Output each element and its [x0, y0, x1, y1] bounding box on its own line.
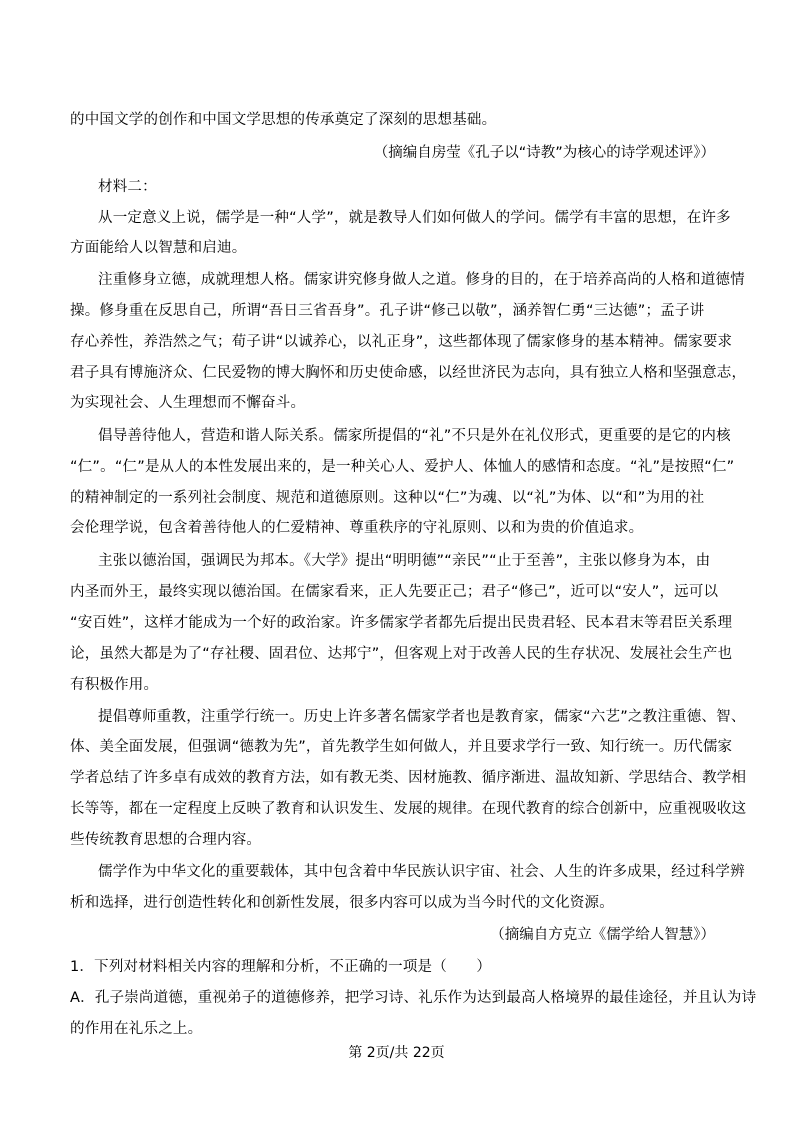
source-citation: （摘编自方克立《儒学给人智慧》）	[490, 927, 715, 943]
text-line: 内圣而外王，最终实现以德治国。在儒家看来，正人先要正己；君子“修己”，近可以“安人”，远可以	[70, 584, 719, 600]
text-line: “安百姓”，这样才能成为一个好的政治家。许多儒家学者都先后提出民贵君轻、民本君末等君臣关系理	[70, 615, 733, 631]
text-line: 的中国文学的创作和中国文学思想的传承奠定了深刻的思想基础。	[70, 112, 497, 128]
text-line: 的精神制定的一系列社会制度、规范和道德原则。这种以“仁”为魂、以“礼”为体、以“和”为用的社	[70, 490, 705, 506]
answer-option-a: A．孔子崇尚道德，重视弟子的道德修养，把学习诗、礼乐作为达到最高人格境界的最佳途径，并且认为诗	[70, 990, 757, 1006]
answer-option-a-continued: 的作用在礼乐之上。	[70, 1021, 203, 1037]
text-line: 操。修身重在反思自己，所谓“吾日三省吾身”。孔子讲“修己以敬”，涵养智仁勇“三达德”；孟子讲	[70, 303, 705, 319]
text-line: 为实现社会、人生理想而不懈奋斗。	[70, 395, 306, 411]
text-line: 方面能给人以智慧和启迪。	[70, 240, 247, 256]
text-line: 从一定意义上说，儒学是一种“人学”，就是教导人们如何做人的学问。儒学有丰富的思想，在许多	[98, 210, 731, 226]
question-stem: 1．下列对材料相关内容的理解和分析，不正确的一项是（ ）	[70, 959, 492, 975]
source-citation: （摘编自房莹《孔子以“诗教”为核心的诗学观述评》）	[373, 145, 715, 161]
text-line: 注重修身立德，成就理想人格。儒家讲究修身做人之道。修身的目的，在于培养高尚的人格和道德情	[98, 272, 745, 288]
text-line: 存心养性，养浩然之气；荀子讲“以诚养心，以礼正身”，这些都体现了儒家修身的基本精神。儒家要求	[70, 334, 733, 350]
text-line: 论，虽然大都是为了“存社稷、固君位、达邦宁”，但客观上对于改善人民的生存状况、发展社会生产也	[70, 646, 733, 662]
text-line: 提倡尊师重教，注重学行统一。历史上许多著名儒家学者也是教育家，儒家“六艺”之教注重德、智、	[98, 709, 746, 725]
section-heading: 材料二：	[98, 179, 157, 195]
text-line: 君子具有博施济众、仁民爱物的博大胸怀和历史使命感，以经世济民为志向，具有独立人格和坚强意志，	[70, 365, 747, 381]
text-line: “仁”。“仁”是从人的本性发展出来的，是一种关心人、爱护人、体恤人的感情和态度。“礼”是按照“仁”	[70, 459, 735, 475]
text-line: 倡导善待他人，营造和谐人际关系。儒家所提倡的“礼”不只是外在礼仪形式，更重要的是它的内核	[98, 428, 731, 444]
text-line: 主张以德治国，强调民为邦本。《大学》提出“明明德”“亲民”“止于至善”，主张以修身为本，由	[98, 553, 711, 569]
text-line: 学者总结了许多卓有成效的教育方法，如有教无类、因材施教、循序渐进、温故知新、学思结合、教学相	[70, 770, 747, 786]
page-footer: 第 2页/共 22页	[348, 1045, 445, 1061]
text-line: 析和选择，进行创造性转化和创新性发展，很多内容可以成为当今时代的文化资源。	[70, 895, 614, 911]
text-line: 儒学作为中华文化的重要载体，其中包含着中华民族认识宇宙、社会、人生的许多成果，经过科学辨	[98, 864, 745, 880]
text-line: 体、美全面发展，但强调“德教为先”，首先教学生如何做人，并且要求学行一致、知行统一。历代儒家	[70, 739, 733, 755]
text-line: 会伦理学说，包含着善待他人的仁爱精神、尊重秩序的守礼原则、以和为贵的价值追求。	[70, 520, 644, 536]
text-line: 长等等，都在一定程度上反映了教育和认识发生、发展的规律。在现代教育的综合创新中，应重视吸收这	[70, 801, 747, 817]
text-line: 有积极作用。	[70, 677, 159, 693]
text-line: 些传统教育思想的合理内容。	[70, 832, 262, 848]
